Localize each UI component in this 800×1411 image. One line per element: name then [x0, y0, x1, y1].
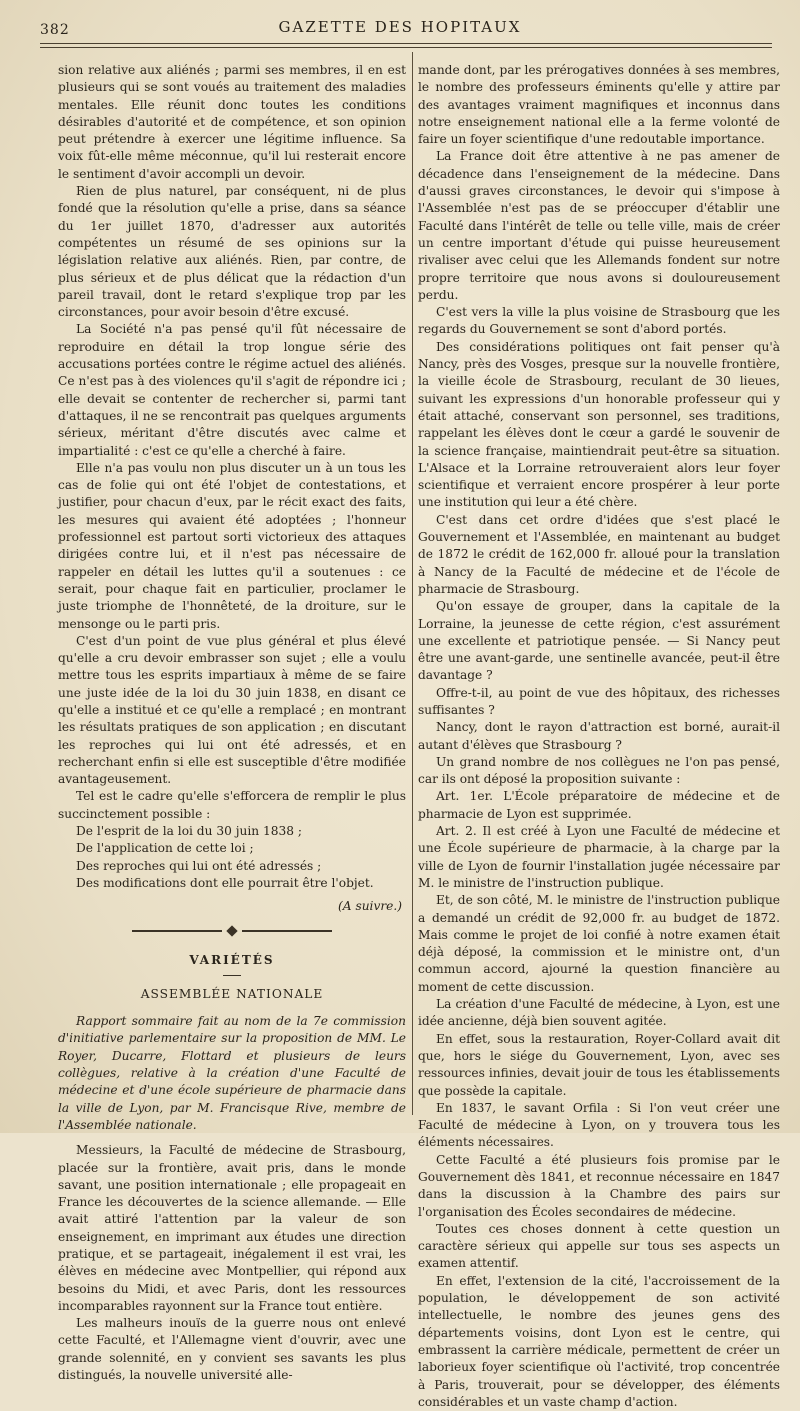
- paragraph: Messieurs, la Faculté de médecine de Strasbourg, placée sur la frontière, avait pris, dans le monde savant, une position internationale ; elle propageait en France les découvertes de la science allemande. — Elle avait attiré l'attention par la valeur de son enseignement, en imprimant aux études une direction pratique, et se partageait, inégalement il est vrai, les élèves en médecine avec Montpellier, qui répond aux besoins du Midi, et avec Paris, dont les ressources incomparables rayonnent sur la France tout entière.: [58, 1143, 406, 1313]
- short-rule: [223, 975, 241, 976]
- page-number: 382: [40, 22, 70, 38]
- paragraph: Toutes ces choses donnent à cette question un caractère sérieux qui appelle sur tous ses aspects un examen attentif.: [418, 1221, 780, 1271]
- paragraph: En effet, sous la restauration, Royer-Collard avait dit que, hors le siége du Gouvernement, Lyon, avec ses ressources infinies, devait jouir de tous les établissements que possède la capitale.: [418, 1031, 780, 1098]
- paragraph: Rien de plus naturel, par conséquent, ni de plus fondé que la résolution qu'elle a prise, dans sa séance du 1er juillet 1870, d'adresser aux autorités compétentes un résumé de ses opinions sur la législation relative aux aliénés. Rien, par contre, de plus sérieux et de plus délicat que la rédaction d'un pareil travail, dont le retard s'explique trop par les circonstances, pour avoir besoin d'être excusé.: [58, 184, 406, 320]
- section-title: VARIÉTÉS: [189, 952, 275, 967]
- paragraph: C'est dans cet ordre d'idées que s'est placé le Gouvernement et l'Assemblée, en maintenant au budget de 1872 le crédit de 162,000 fr. alloué pour la translation à Nancy de la Faculté de médecine et de l'école de pharmacie de Strasbourg.: [418, 512, 780, 596]
- left-column: [58, 62, 406, 1384]
- paragraph: mande dont, par les prérogatives données à ses membres, le nombre des professeurs éminents qu'elle y attire par des avantages vraiment magnifiques et inconnus dans notre enseignement national elle a la ferme volonté de faire un foyer scientifique d'une redoutable importance.: [418, 63, 780, 147]
- column-divider: [412, 52, 413, 1115]
- list-item: De l'esprit de la loi du 30 juin 1838 ;: [76, 824, 302, 839]
- report-title: Rapport sommaire fait au nom de la 7e commission d'initiative parlementaire sur la proposition de MM. Le Royer, Ducarre, Flottard et plusieurs de leurs collègues, relative à la création d'une Faculté de médecine et d'une école supérieure de pharmacie dans la ville de Lyon, par M. Francisque Rive, membre de l'Assemblée nationale.: [58, 1014, 406, 1132]
- paragraph: Tel est le cadre qu'elle s'efforcera de remplir le plus succinctement possible :: [58, 789, 406, 821]
- paragraph: Qu'on essaye de grouper, dans la capitale de la Lorraine, la jeunesse de cette région, c'est assurément une excellente et patriotique pensée. — Si Nancy peut être une avant-garde, une sentinelle avancée, peut-il être davantage ?: [418, 599, 780, 683]
- paragraph: En effet, l'extension de la cité, l'accroissement de la population, le développement de son activité intellectuelle, le nombre des jeunes gens des départements voisins, dont Lyon est le centre, qui embrassent la carrière médicale, permettent de créer un laborieux foyer scientifique où l'activité, trop concentrée à Paris, trouverait, pour se développer, des éléments considérables et un vaste champ d'action.: [418, 1273, 780, 1409]
- paragraph: sion relative aux aliénés ; parmi ses membres, il en est plusieurs qui se sont voués au traitement des maladies mentales. Elle réunit donc toutes les conditions désirables d'autorité et de compétence, et son opinion peut prétendre à exercer une légitime influence. Sa voix fût-elle même méconnue, qu'il lui resterait encore le sentiment d'avoir accompli un devoir.: [58, 63, 406, 181]
- running-title: GAZETTE DES HOPITAUX: [278, 18, 522, 36]
- article: Art. 1er. L'École préparatoire de médecine et de pharmacie de Lyon est supprimée.: [418, 789, 780, 821]
- to-be-continued: (A suivre.): [338, 899, 402, 914]
- right-column: [418, 62, 780, 1411]
- paragraph: Les malheurs inouïs de la guerre nous ont enlevé cette Faculté, et l'Allemagne vient d'ouvrir, avec une grande solennité, en y convient ses savants les plus distingués, la nouvelle université alle-: [58, 1316, 406, 1383]
- paragraph: Elle n'a pas voulu non plus discuter un à un tous les cas de folie qui ont été l'objet de contestations, et justifier, pour chacun d'eux, par le récit exact des faits, les mesures qui avaient été adoptées ; l'honneur professionnel est partout sorti victorieux des attaques dirigées contre lui, et il n'est pas nécessaire de rappeler en détail les luttes qu'il a soutenues : ce serait, pour chaque fait en particulier, proclamer le juste triomphe de l'honnêteté, de la droiture, sur le mensonge ou le parti pris.: [58, 460, 406, 631]
- article: Art. 2. Il est créé à Lyon une Faculté de médecine et une École supérieure de pharmacie, à la charge par la ville de Lyon de fournir l'installation jugée nécessaire par M. le ministre de l'instruction publique.: [418, 824, 780, 890]
- paragraph: C'est d'un point de vue plus général et plus élevé qu'elle a cru devoir embrasser son sujet ; elle a voulu mettre tous les esprits impartiaux à même de se faire une juste idée de la loi du 30 juin 1838, en disant ce qu'elle a institué et ce qu'elle a remplacé ; en montrant les résultats pratiques de son application ; en discutant les reproches qui lui ont été adressés, et en recherchant enfin si elle est susceptible d'être modifiée avantageusement.: [58, 633, 406, 787]
- header-rule-bottom: [40, 47, 772, 48]
- paragraph: La Société n'a pas pensé qu'il fût nécessaire de reproduire en détail la trop longue série des accusations portées contre le régime actuel des aliénés. Ce n'est pas à des violences qu'il s'agit de répondre ici ; elle devait se contenter de rechercher si, parmi tant d'attaques, il ne se rencontrait pas quelques arguments sérieux, méritant d'être discutés avec calme et impartialité : c'est ce qu'elle a cherché à faire.: [58, 322, 406, 458]
- list-item: De l'application de cette loi ;: [76, 841, 254, 856]
- list-item: Des modifications dont elle pourrait être l'objet.: [76, 875, 374, 890]
- paragraph: Offre-t-il, au point de vue des hôpitaux, des richesses suffisantes ?: [418, 685, 780, 717]
- paragraph: Nancy, dont le rayon d'attraction est borné, aurait-il autant d'élèves que Strasbourg ?: [418, 720, 780, 752]
- paragraph: La création d'une Faculté de médecine, à Lyon, est une idée ancienne, déjà bien souvent agitée.: [418, 997, 780, 1029]
- paragraph: C'est vers la ville la plus voisine de Strasbourg que les regards du Gouvernement se sont d'abord portés.: [418, 305, 780, 337]
- header-rule-top: [40, 43, 772, 44]
- paragraph: La France doit être attentive à ne pas amener de décadence dans l'enseignement de la médecine. Dans d'aussi graves circonstances, le devoir qui s'impose à l'Assemblée n'est pas de se préoccuper d'établir une Faculté dans l'intérêt de telle ou telle ville, mais de créer un centre important d'étude qui puisse heureusement rivaliser avec celui que les Allemands fondent sur notre propre territoire que nous avons si douloureusement perdu.: [418, 149, 780, 302]
- paragraph: Et, de son côté, M. le ministre de l'instruction publique a demandé un crédit de 92,000 fr. au budget de 1872. Mais comme le projet de loi confié à notre examen était déjà déposé, la commission et le ministre ont, d'un commun accord, ajourné la question financière au moment de cette discussion.: [418, 893, 780, 994]
- paragraph: En 1837, le savant Orfila : Si l'on veut créer une Faculté de médecine à Lyon, on y trouvera tous les éléments nécessaires.: [418, 1100, 780, 1150]
- section-ornament: [58, 926, 406, 936]
- paragraph: Cette Faculté a été plusieurs fois promise par le Gouvernement dès 1841, et reconnue nécessaire en 1847 dans la discussion à la Chambre des pairs sur l'organisation des Écoles secondaires de médecine.: [418, 1152, 780, 1219]
- paragraph: Un grand nombre de nos collègues ne l'on pas pensé, car ils ont déposé la proposition suivante :: [418, 754, 780, 787]
- list-item: Des reproches qui lui ont été adressés ;: [76, 858, 322, 873]
- paragraph: Des considérations politiques ont fait penser qu'à Nancy, près des Vosges, presque sur la nouvelle frontière, la vieille école de Strasbourg, reculant de 30 lieues, suivant les expressions d'un honorable professeur qui y était attaché, conservant son personnel, ses traditions, rappelant les élèves dont le cœur a gardé le souvenir de la science française, maintiendrait peut-être sa situation. L'Alsace et la Lorraine retrouveraient alors leur foyer scientifique et verraient encore prospérer à leur porte une institution qui leur a été chère.: [418, 339, 780, 510]
- subsection-title: ASSEMBLÉE NATIONALE: [140, 986, 324, 1001]
